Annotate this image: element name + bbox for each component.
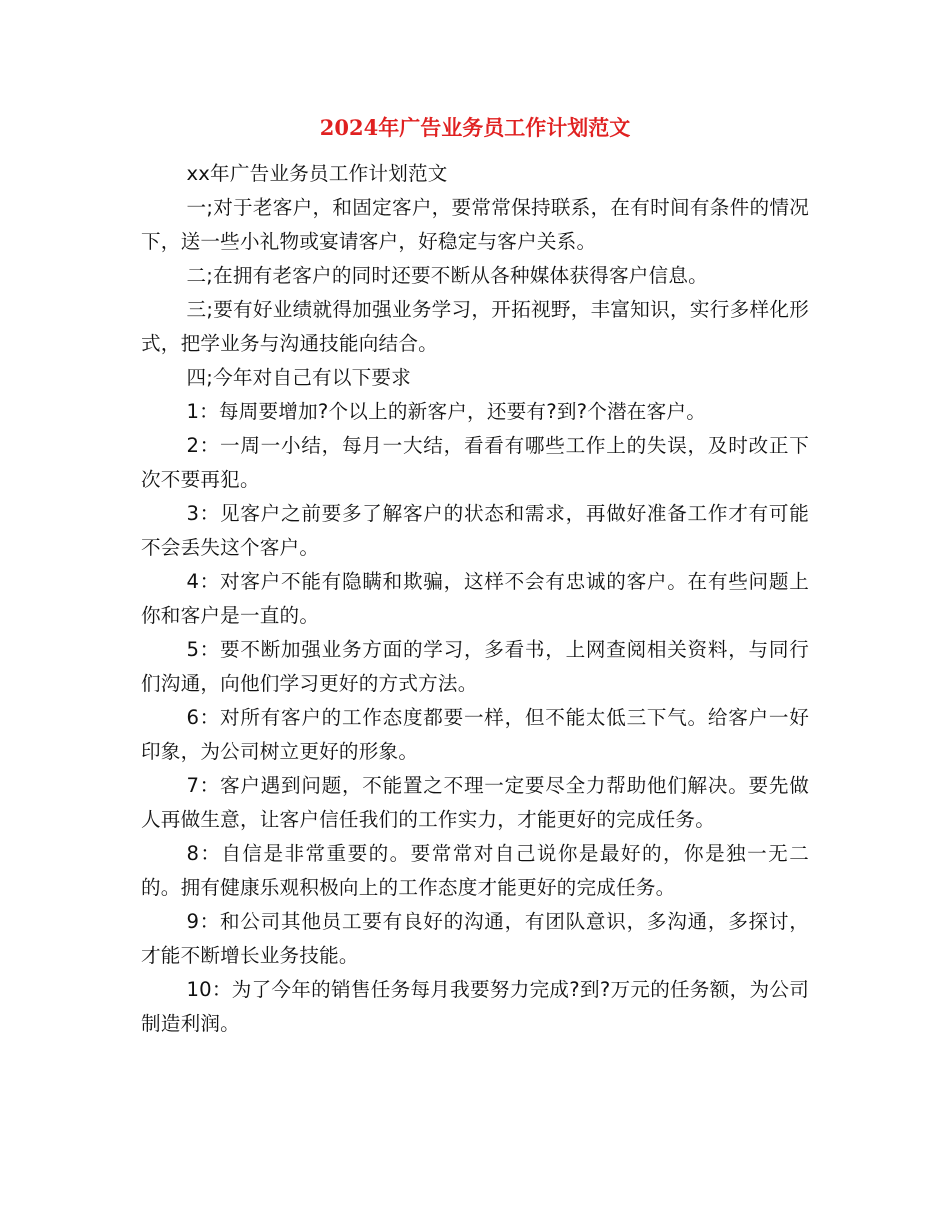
paragraph-2: 二;在拥有老客户的同时还要不断从各种媒体获得客户信息。 bbox=[186, 264, 708, 287]
requirement-item-2: 2：一周一小结，每月一大结，看看有哪些工作上的失误，及时改正下次不要再犯。 bbox=[141, 434, 809, 491]
requirement-item-7: 7：客户遇到问题，不能置之不理一定要尽全力帮助他们解决。要先做人再做生意，让客户信任我们的工作实力，才能更好的完成任务。 bbox=[141, 774, 809, 831]
requirement-item-9: 9：和公司其他员工要有良好的沟通，有团队意识，多沟通，多探讨，才能不断增长业务技能。 bbox=[141, 910, 809, 967]
document-title: 2024年广告业务员工作计划范文 bbox=[319, 115, 631, 140]
requirement-item-3: 3：见客户之前要多了解客户的状态和需求，再做好准备工作才有可能不会丢失这个客户。 bbox=[141, 502, 809, 559]
requirement-item-4: 4：对客户不能有隐瞒和欺骗，这样不会有忠诚的客户。在有些问题上你和客户是一直的。 bbox=[141, 570, 809, 627]
requirement-item-8: 8：自信是非常重要的。要常常对自己说你是最好的，你是独一无二的。拥有健康乐观积极向上的工作态度才能更好的完成任务。 bbox=[141, 842, 809, 899]
document-body bbox=[141, 157, 809, 1041]
paragraph-4: 四;今年对自己有以下要求 bbox=[186, 366, 412, 389]
subtitle-line: xx年广告业务员工作计划范文 bbox=[186, 162, 448, 185]
requirement-item-1: 1：每周要增加?个以上的新客户，还要有?到?个潜在客户。 bbox=[186, 400, 706, 423]
paragraph-1: 一;对于老客户，和固定客户，要常常保持联系，在有时间有条件的情况下，送一些小礼物或宴请客户，好稳定与客户关系。 bbox=[141, 196, 809, 253]
requirement-item-5: 5：要不断加强业务方面的学习，多看书，上网查阅相关资料，与同行们沟通，向他们学习更好的方式方法。 bbox=[141, 638, 809, 695]
paragraph-3: 三;要有好业绩就得加强业务学习，开拓视野，丰富知识，实行多样化形式，把学业务与沟通技能向结合。 bbox=[141, 298, 809, 355]
requirement-item-6: 6：对所有客户的工作态度都要一样，但不能太低三下气。给客户一好印象，为公司树立更好的形象。 bbox=[141, 706, 809, 763]
requirement-item-10: 10：为了今年的销售任务每月我要努力完成?到?万元的任务额，为公司制造利润。 bbox=[141, 978, 809, 1035]
